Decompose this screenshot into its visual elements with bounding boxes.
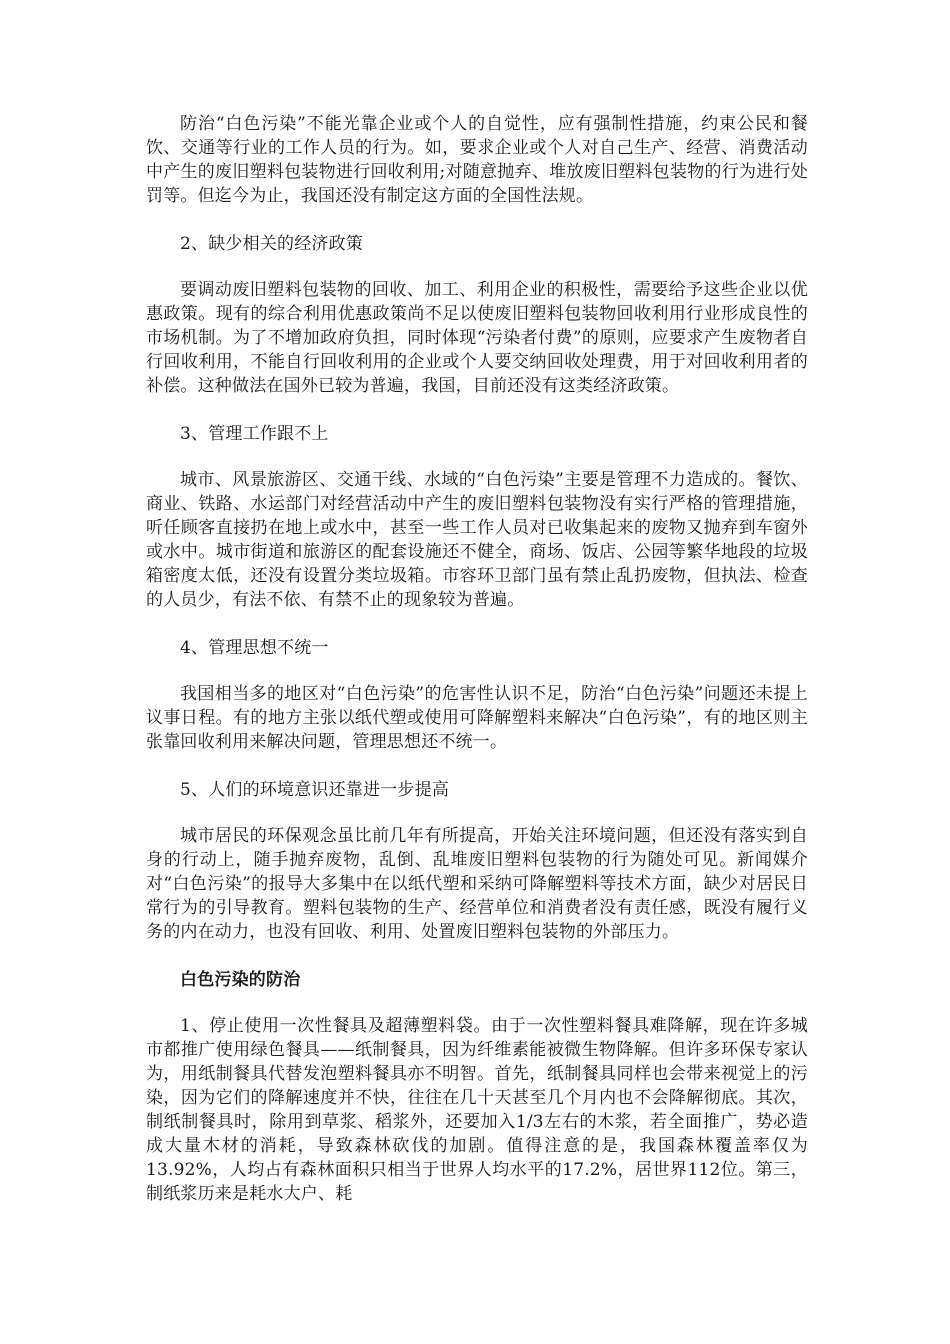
paragraph-stop-disposable-tableware: 1、停止使用一次性餐具及超薄塑料袋。由于一次性塑料餐具难降解，现在许多城市都推广使用绿色餐具——纸制餐具，因为纤维素能被微生物降解。但许多环保专家认为，用纸制餐具代替发泡塑料餐具亦不明智。首先，纸制餐具同样也会带来视觉上的污染，因为它们的降解速度并不快，往往在几十天甚至几个月内也不会降解彻底。其次，制纸制餐具时，除用到草浆、稻浆外，还要加入1/3左右的木浆，若全面推广，势必造成大量木材的消耗，导致森林砍伐的加剧。值得注意的是，我国森林覆盖率仅为13.92%，人均占有森林面积只相当于世界人均水平的17.2%，居世界112位。第三，制纸浆历来是耗水大户、耗: [146, 1016, 808, 1204]
section-heading-management: 3、管理工作跟不上: [180, 424, 329, 444]
paragraph-management-thinking: 我国相当多的地区对“白色污染”的危害性认识不足，防治“白色污染”问题还未提上议事日程。有的地方主张以纸代塑或使用可降解塑料来解决“白色污染”，有的地区则主张靠回收利用来解决问题，管理思想还不统一。: [146, 684, 808, 752]
section-heading-management-thinking: 4、管理思想不统一: [180, 638, 329, 658]
paragraph-environmental-awareness: 城市居民的环保观念虽比前几年有所提高，开始关注环境问题，但还没有落实到自身的行动上，随手抛弃废物，乱倒、乱堆废旧塑料包装物的行为随处可见。新闻媒介对“白色污染”的报导大多集中在以纸代塑和采纳可降解塑料等技术方面，缺少对居民日常行为的引导教育。塑料包装物的生产、经营单位和消费者没有责任感，既没有履行义务的内在动力，也没有回收、利用、处置废旧塑料包装物的外部压力。: [146, 826, 808, 942]
section-heading-economic-policy: 2、缺少相关的经济政策: [180, 234, 364, 254]
paragraph-economic-policy: 要调动废旧塑料包装物的回收、加工、利用企业的积极性，需要给予这些企业以优惠政策。现有的综合利用优惠政策尚不足以使废旧塑料包装物回收利用行业形成良性的市场机制。为了不增加政府负担，同时体现“污染者付费”的原则，应要求产生废物者自行回收利用，不能自行回收利用的企业或个人要交纳回收处理费，用于对回收利用者的补偿。这种做法在国外已较为普遍，我国，目前还没有这类经济政策。: [146, 280, 808, 396]
section-title-prevention: 白色污染的防治: [180, 970, 301, 990]
paragraph-mandatory-measures: 防治“白色污染”不能光靠企业或个人的自觉性，应有强制性措施，约束公民和餐饮、交通等行业的工作人员的行为。如，要求企业或个人对自己生产、经营、消费活动中产生的废旧塑料包装物进行回收利用;对随意抛弃、堆放废旧塑料包装物的行为进行处罚等。但迄今为止，我国还没有制定这方面的全国性法规。: [146, 114, 808, 206]
paragraph-management: 城市、风景旅游区、交通干线、水域的“白色污染”主要是管理不力造成的。餐饮、商业、铁路、水运部门对经营活动中产生的废旧塑料包装物没有实行严格的管理措施，听任顾客直接扔在地上或水中，甚至一些工作人员对已收集起来的废物又抛弃到车窗外或水中。城市街道和旅游区的配套设施还不健全，商场、饭店、公园等繁华地段的垃圾箱密度太低，还没有设置分类垃圾箱。市容环卫部门虽有禁止乱扔废物，但执法、检查的人员少，有法不依、有禁不止的现象较为普遍。: [146, 470, 808, 610]
section-heading-environmental-awareness: 5、人们的环境意识还靠进一步提高: [180, 780, 450, 800]
document-page: [146, 112, 808, 1206]
